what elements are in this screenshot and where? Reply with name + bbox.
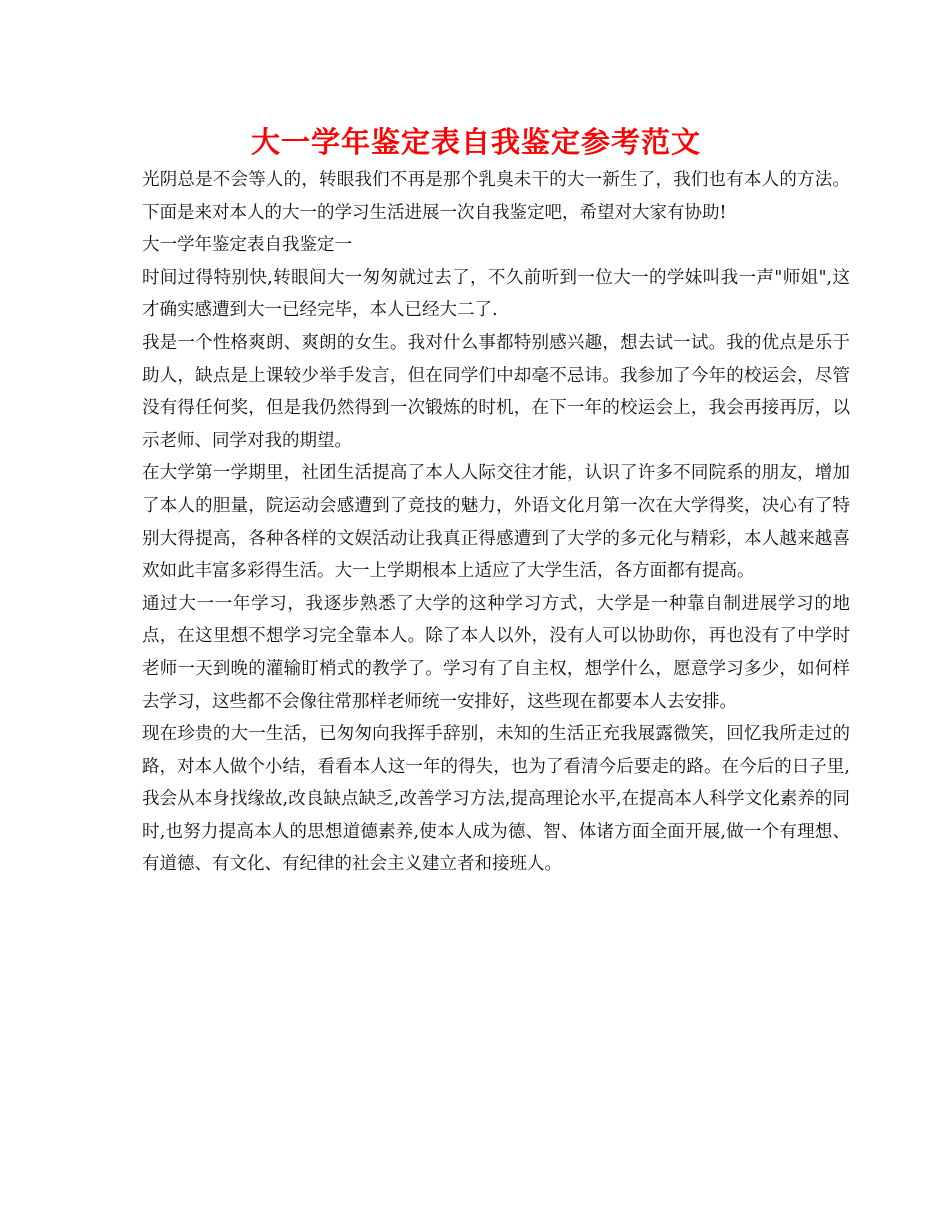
paragraph-study: 通过大一一年学习，我逐步熟悉了大学的这种学习方式，大学是一种靠自制进展学习的地点，在这里想不想学习完全靠本人。除了本人以外，没有人可以协助你，再也没有了中学时老师一天到晚的灌输盯梢式的教学了。学习有了自主权，想学什么，愿意学习多少，如何样去学习，这些都不会像往常那样老师统一安排好，这些现在都要本人去安排。 bbox=[142, 593, 850, 712]
section-heading: 大一学年鉴定表自我鉴定一 bbox=[142, 235, 352, 256]
paragraph-intro: 光阴总是不会等人的，转眼我们不再是那个乳臭未干的大一新生了，我们也有本人的方法。下面是来对本人的大一的学习生活进展一次自我鉴定吧，希望对大家有协助! bbox=[142, 170, 850, 223]
document-title: 大一学年鉴定表自我鉴定参考范文 bbox=[250, 125, 701, 159]
paragraph-conclusion: 现在珍贵的大一生活，已匆匆向我挥手辞别，未知的生活正充我展露微笑，回忆我所走过的路，对本人做个小结，看看本人这一年的得失，也为了看清今后要走的路。在今后的日子里,我会从本身找缘故,改良缺点缺乏,改善学习方法,提高理论水平,在提高本人科学文化素养的同时,也努力提高本人的思想道德素养,使本人成为德、智、体诸方面全面开展,做一个有理想、有道德、有文化、有纪律的社会主义建立者和接班人。 bbox=[142, 724, 850, 875]
document-body bbox=[142, 164, 850, 881]
paragraph-time: 时间过得特别快,转眼间大一匆匆就过去了，不久前听到一位大一的学妹叫我一声"师姐",这才确实感遭到大一已经完毕，本人已经大二了. bbox=[142, 267, 850, 321]
paragraph-first-semester: 在大学第一学期里，社团生活提高了本人人际交往才能，认识了许多不同院系的朋友，增加了本人的胆量，院运动会感遭到了竞技的魅力，外语文化月第一次在大学得奖，决心有了特别大得提高，各种各样的文娱活动让我真正得感遭到了大学的多元化与精彩，本人越来越喜欢如此丰富多彩得生活。大一上学期根本上适应了大学生活，各方面都有提高。 bbox=[142, 463, 850, 582]
paragraph-personality: 我是一个性格爽朗、爽朗的女生。我对什么事都特别感兴趣，想去试一试。我的优点是乐于助人，缺点是上课较少举手发言，但在同学们中却毫不忌讳。我参加了今年的校运会，尽管没有得任何奖，但是我仍然得到一次锻炼的时机，在下一年的校运会上，我会再接再厉，以示老师、同学对我的期望。 bbox=[142, 332, 850, 451]
